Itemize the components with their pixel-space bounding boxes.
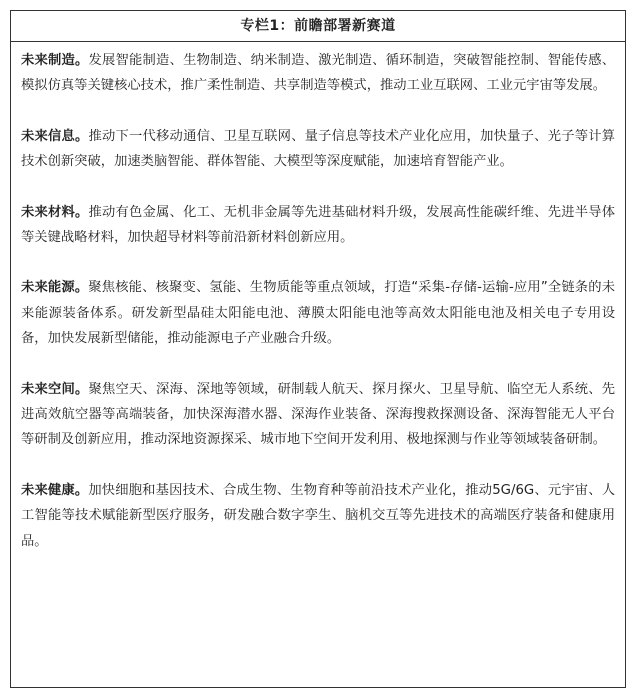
column-title: 专栏1：前瞻部署新赛道 <box>11 11 625 42</box>
section-body: 推动有色金属、化工、无机非金属等先进基础材料升级，发展高性能碳纤维、先进半导体等关键战略材料，加快超导材料等前沿新材料创新应用。 <box>21 204 616 246</box>
section-body: 发展智能制造、生物制造、纳米制造、激光制造、循环制造，突破智能控制、智能传感、模拟仿真等关键核心技术，推广柔性制造、共享制造等模式，推动工业互联网、工业元宇宙等发展。 <box>21 53 616 94</box>
section-future-manufacturing <box>21 48 615 99</box>
column-box <box>10 10 626 688</box>
section-body: 聚焦核能、核聚变、氢能、生物质能等重点领域，打造“采集-存储-运输-应用”全链条的未来能源装备体系。研发新型晶硅太阳能电池、薄膜太阳能电池等高效太阳能电池及相关电子专用设备，加快发展新型储能，推动能源电子产业融合升级。 <box>21 280 616 347</box>
section-heading: 未来健康。 <box>21 482 89 498</box>
section-future-energy <box>21 275 615 351</box>
section-body: 推动下一代移动通信、卫星互联网、量子信息等技术产业化应用，加快量子、光子等计算技术创新突破，加速类脑智能、群体智能、大模型等深度赋能，加速培育智能产业。 <box>21 128 616 170</box>
section-future-space <box>21 377 615 453</box>
section-heading: 未来能源。 <box>21 280 89 296</box>
section-body: 加快细胞和基因技术、合成生物、生物育种等前沿技术产业化，推动5G/6G、元宇宙、人工智能等技术赋能新型医疗服务，研发融合数字孪生、脑机交互等先进技术的高端医疗装备和健康用品。 <box>21 482 616 549</box>
section-heading: 未来信息。 <box>21 128 89 144</box>
column-content <box>11 42 625 554</box>
section-heading: 未来材料。 <box>21 204 89 220</box>
section-heading: 未来制造。 <box>21 53 89 68</box>
section-future-health <box>21 478 615 554</box>
section-body: 聚焦空天、深海、深地等领域，研制载人航天、探月探火、卫星导航、临空无人系统、先进高效航空器等高端装备，加快深海潜水器、深海作业装备、深海搜救探测设备、深海智能无人平台等研制及创新应用，推动深地资源探采、城市地下空间开发利用、极地探测与作业等领域装备研制。 <box>21 381 616 448</box>
section-future-information <box>21 124 615 175</box>
section-future-materials <box>21 200 615 251</box>
section-heading: 未来空间。 <box>21 381 89 397</box>
